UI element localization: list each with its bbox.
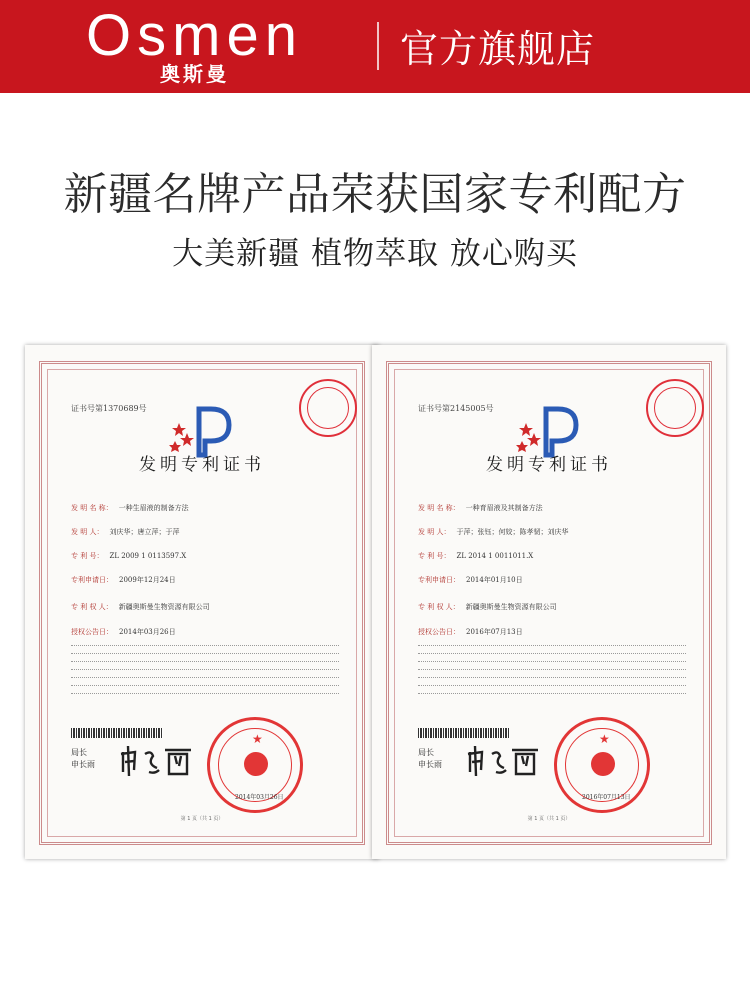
barcode — [71, 728, 163, 738]
seal-date: 2014年03月26日 — [235, 794, 284, 801]
brand-logo[interactable] — [52, 3, 337, 86]
signatory-title: 局长 — [71, 748, 87, 757]
field-value: 一种生眉液的制备方法 — [118, 504, 189, 512]
signatory-name: 申长雨 — [418, 760, 442, 769]
field-label: 专 利 权 人： — [71, 603, 113, 611]
official-store-label: 官方旗舰店 — [400, 27, 596, 71]
field-invention-name — [71, 503, 189, 513]
field-value: 于萍；张钰；何姣；陈孝韧；刘庆华 — [456, 528, 569, 536]
examination-seal-icon — [646, 379, 704, 437]
seal-date: 2016年07月13日 — [582, 794, 631, 801]
brand-header-bar — [0, 0, 750, 93]
field-patentee — [71, 602, 210, 612]
field-inventor — [71, 527, 179, 537]
field-value: 2014年03月26日 — [119, 628, 176, 636]
field-label: 专利申请日： — [418, 576, 460, 584]
field-value: ZL 2014 1 0011011.X — [456, 552, 534, 560]
field-value: 一种育眉液及其制备方法 — [465, 504, 543, 512]
official-seal-icon: ★ — [207, 717, 303, 813]
field-application-date — [418, 575, 523, 585]
official-seal-icon: ★ — [554, 717, 650, 813]
field-label: 专 利 权 人： — [418, 603, 460, 611]
field-patent-number — [418, 551, 533, 561]
page-number: 第 1 页（共 1 页） — [180, 816, 224, 822]
certificate-title: 发明专利证书 — [139, 455, 265, 475]
field-label: 发 明 名 称： — [418, 504, 460, 512]
field-value: 2016年07月13日 — [466, 628, 523, 636]
certificate-body-text — [71, 645, 339, 705]
field-label: 发 明 人： — [418, 528, 451, 536]
handwritten-signature — [117, 740, 197, 780]
subheadline: 大美新疆 植物萃取 放心购买 — [172, 236, 578, 272]
field-value: 新疆奥斯曼生物资源有限公司 — [465, 603, 557, 611]
field-value: 2009年12月24日 — [119, 576, 176, 584]
headline: 新疆名牌产品荣获国家专利配方 — [63, 169, 687, 220]
field-label: 授权公告日： — [71, 628, 113, 636]
field-patent-number — [71, 551, 186, 561]
patent-certificate-2 — [372, 345, 726, 859]
field-value: 刘庆华；唐立萍；于萍 — [109, 528, 180, 536]
field-value: 2014年01月10日 — [466, 576, 523, 584]
certificate-title: 发明专利证书 — [486, 455, 612, 475]
certificate-number: 证书号第1370689号 — [71, 404, 147, 413]
field-application-date — [71, 575, 176, 585]
field-grant-date — [71, 627, 176, 637]
handwritten-signature — [464, 740, 544, 780]
field-grant-date — [418, 627, 523, 637]
patent-certificate-1 — [25, 345, 379, 859]
certificate-body-text — [418, 645, 686, 705]
examination-seal-icon — [299, 379, 357, 437]
field-label: 发 明 人： — [71, 528, 104, 536]
field-label: 专利申请日： — [71, 576, 113, 584]
field-value: ZL 2009 1 0113597.X — [109, 552, 187, 560]
field-label: 专 利 号： — [71, 552, 104, 560]
brand-wordmark: Osmen — [86, 3, 303, 68]
field-inventor — [418, 527, 568, 537]
field-label: 专 利 号： — [418, 552, 451, 560]
header-divider — [377, 22, 379, 70]
field-patentee — [418, 602, 557, 612]
signatory-title: 局长 — [418, 748, 434, 757]
brand-chinese-name: 奥斯曼 — [160, 62, 229, 86]
certificate-number: 证书号第2145005号 — [418, 404, 494, 413]
page-number: 第 1 页（共 1 页） — [527, 816, 571, 822]
field-label: 发 明 名 称： — [71, 504, 113, 512]
field-value: 新疆奥斯曼生物资源有限公司 — [118, 603, 210, 611]
field-invention-name — [418, 503, 543, 513]
barcode — [418, 728, 510, 738]
signatory-name: 申长雨 — [71, 760, 95, 769]
field-label: 授权公告日： — [418, 628, 460, 636]
